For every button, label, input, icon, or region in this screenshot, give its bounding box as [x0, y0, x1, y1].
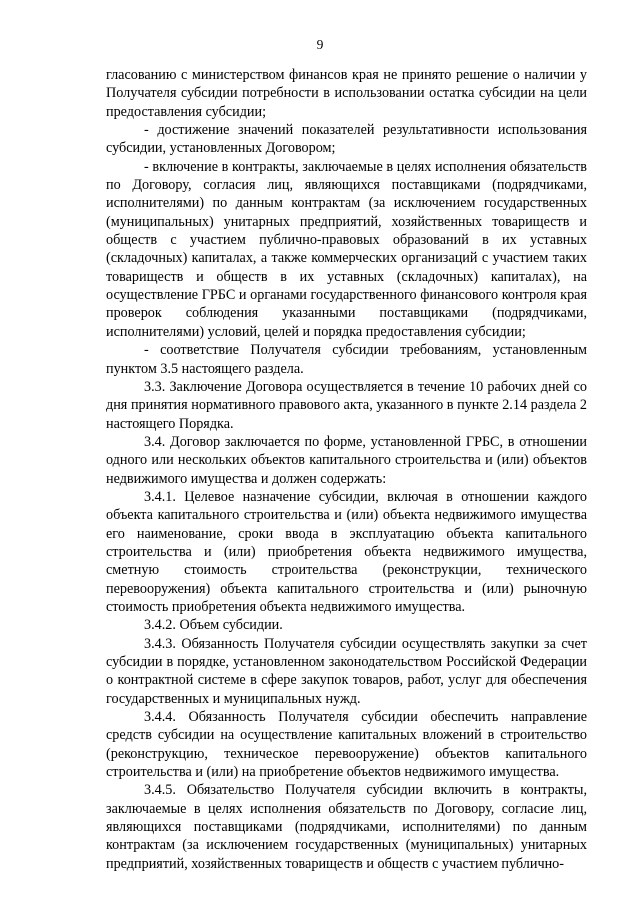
page-number: 9 [316, 37, 324, 52]
paragraph-3-4-2: 3.4.2. Объем субсидии. [144, 617, 283, 634]
paragraph-3-4-3: 3.4.3. Обязанность Получателя субсидии осуществлять закупки за счет субсидии в порядке, установленном законодательством Российской Федерации о контрактной системе в сфере закупок товаров, работ, услуг для обеспечения государственных и муниципальных нужд. [106, 635, 587, 707]
paragraph-3-3: 3.3. Заключение Договора осуществляется в течение 10 рабочих дней со дня принятия нормативного правового акта, указанного в пункте 2.14 раздела 2 настоящего Порядка. [106, 378, 587, 432]
paragraph-item-requirements-compliance: - соответствие Получателя субсидии требованиям, установленным пунктом 3.5 настоящего раздела. [106, 342, 587, 377]
paragraph-3-4-1: 3.4.1. Целевое назначение субсидии, включая в отношении каждого объекта капитального строительства и (или) объекта недвижимого имущества его наименование, сроки ввода в эксплуатацию объекта капитального строительства и (или) приобретения объекта недвижимого имущества, сметную стоимость строительства (реконструкции, технического перевооружения) объекта капитального строительства и (или) рыночную стоимость приобретения объекта недвижимого имущества. [106, 488, 587, 615]
paragraph-3-4-5: 3.4.5. Обязательство Получателя субсидии включить в контракты, заключаемые в целях исполнения обязательств по Договору, согласие лиц, являющихся поставщиками (подрядчиками, исполнителями) по данным контрактам (за исключением государственных (муниципальных) унитарных предприятий, хозяйственных товариществ и обществ с участием публично- [106, 782, 587, 872]
paragraph-3-4: 3.4. Договор заключается по форме, установленной ГРБС, в отношении одного или нескольких объектов капитального строительства и (или) объектов недвижимого имущества и должен содержать: [106, 433, 587, 487]
paragraph-item-contract-consent: - включение в контракты, заключаемые в целях исполнения обязательств по Договору, согласия лиц, являющихся поставщиками (подрядчиками, исполнителями) по данным контрактам (за исключением государственных (муниципальных) унитарных предприятий, хозяйственных товариществ и обществ с участием публично-правовых образований в их уставных (складочных) капиталах, а также коммерческих организаций с участием таких товариществ и обществ в их уставных (складочных) капиталах), на осуществление ГРБС и органами государственного финансового контроля края проверок соблюдения указанными поставщиками (подрядчиками, исполнителями) условий, целей и порядка предоставления субсидии; [106, 158, 587, 340]
paragraph-item-performance-indicators: - достижение значений показателей результативности использования субсидии, установленных Договором; [106, 122, 587, 157]
paragraph-continuation: гласованию с министерством финансов края не принято решение о наличии у Получателя субсидии потребности в использовании остатка субсидии на цели предоставления субсидии; [106, 67, 587, 120]
document-body [106, 66, 587, 873]
paragraph-3-4-4: 3.4.4. Обязанность Получателя субсидии обеспечить направление средств субсидии на осуществление капитальных вложений в строительство (реконструкцию, техническое перевооружение) объектов капитального строительства и (или) на приобретение объектов недвижимого имущества. [106, 709, 587, 781]
